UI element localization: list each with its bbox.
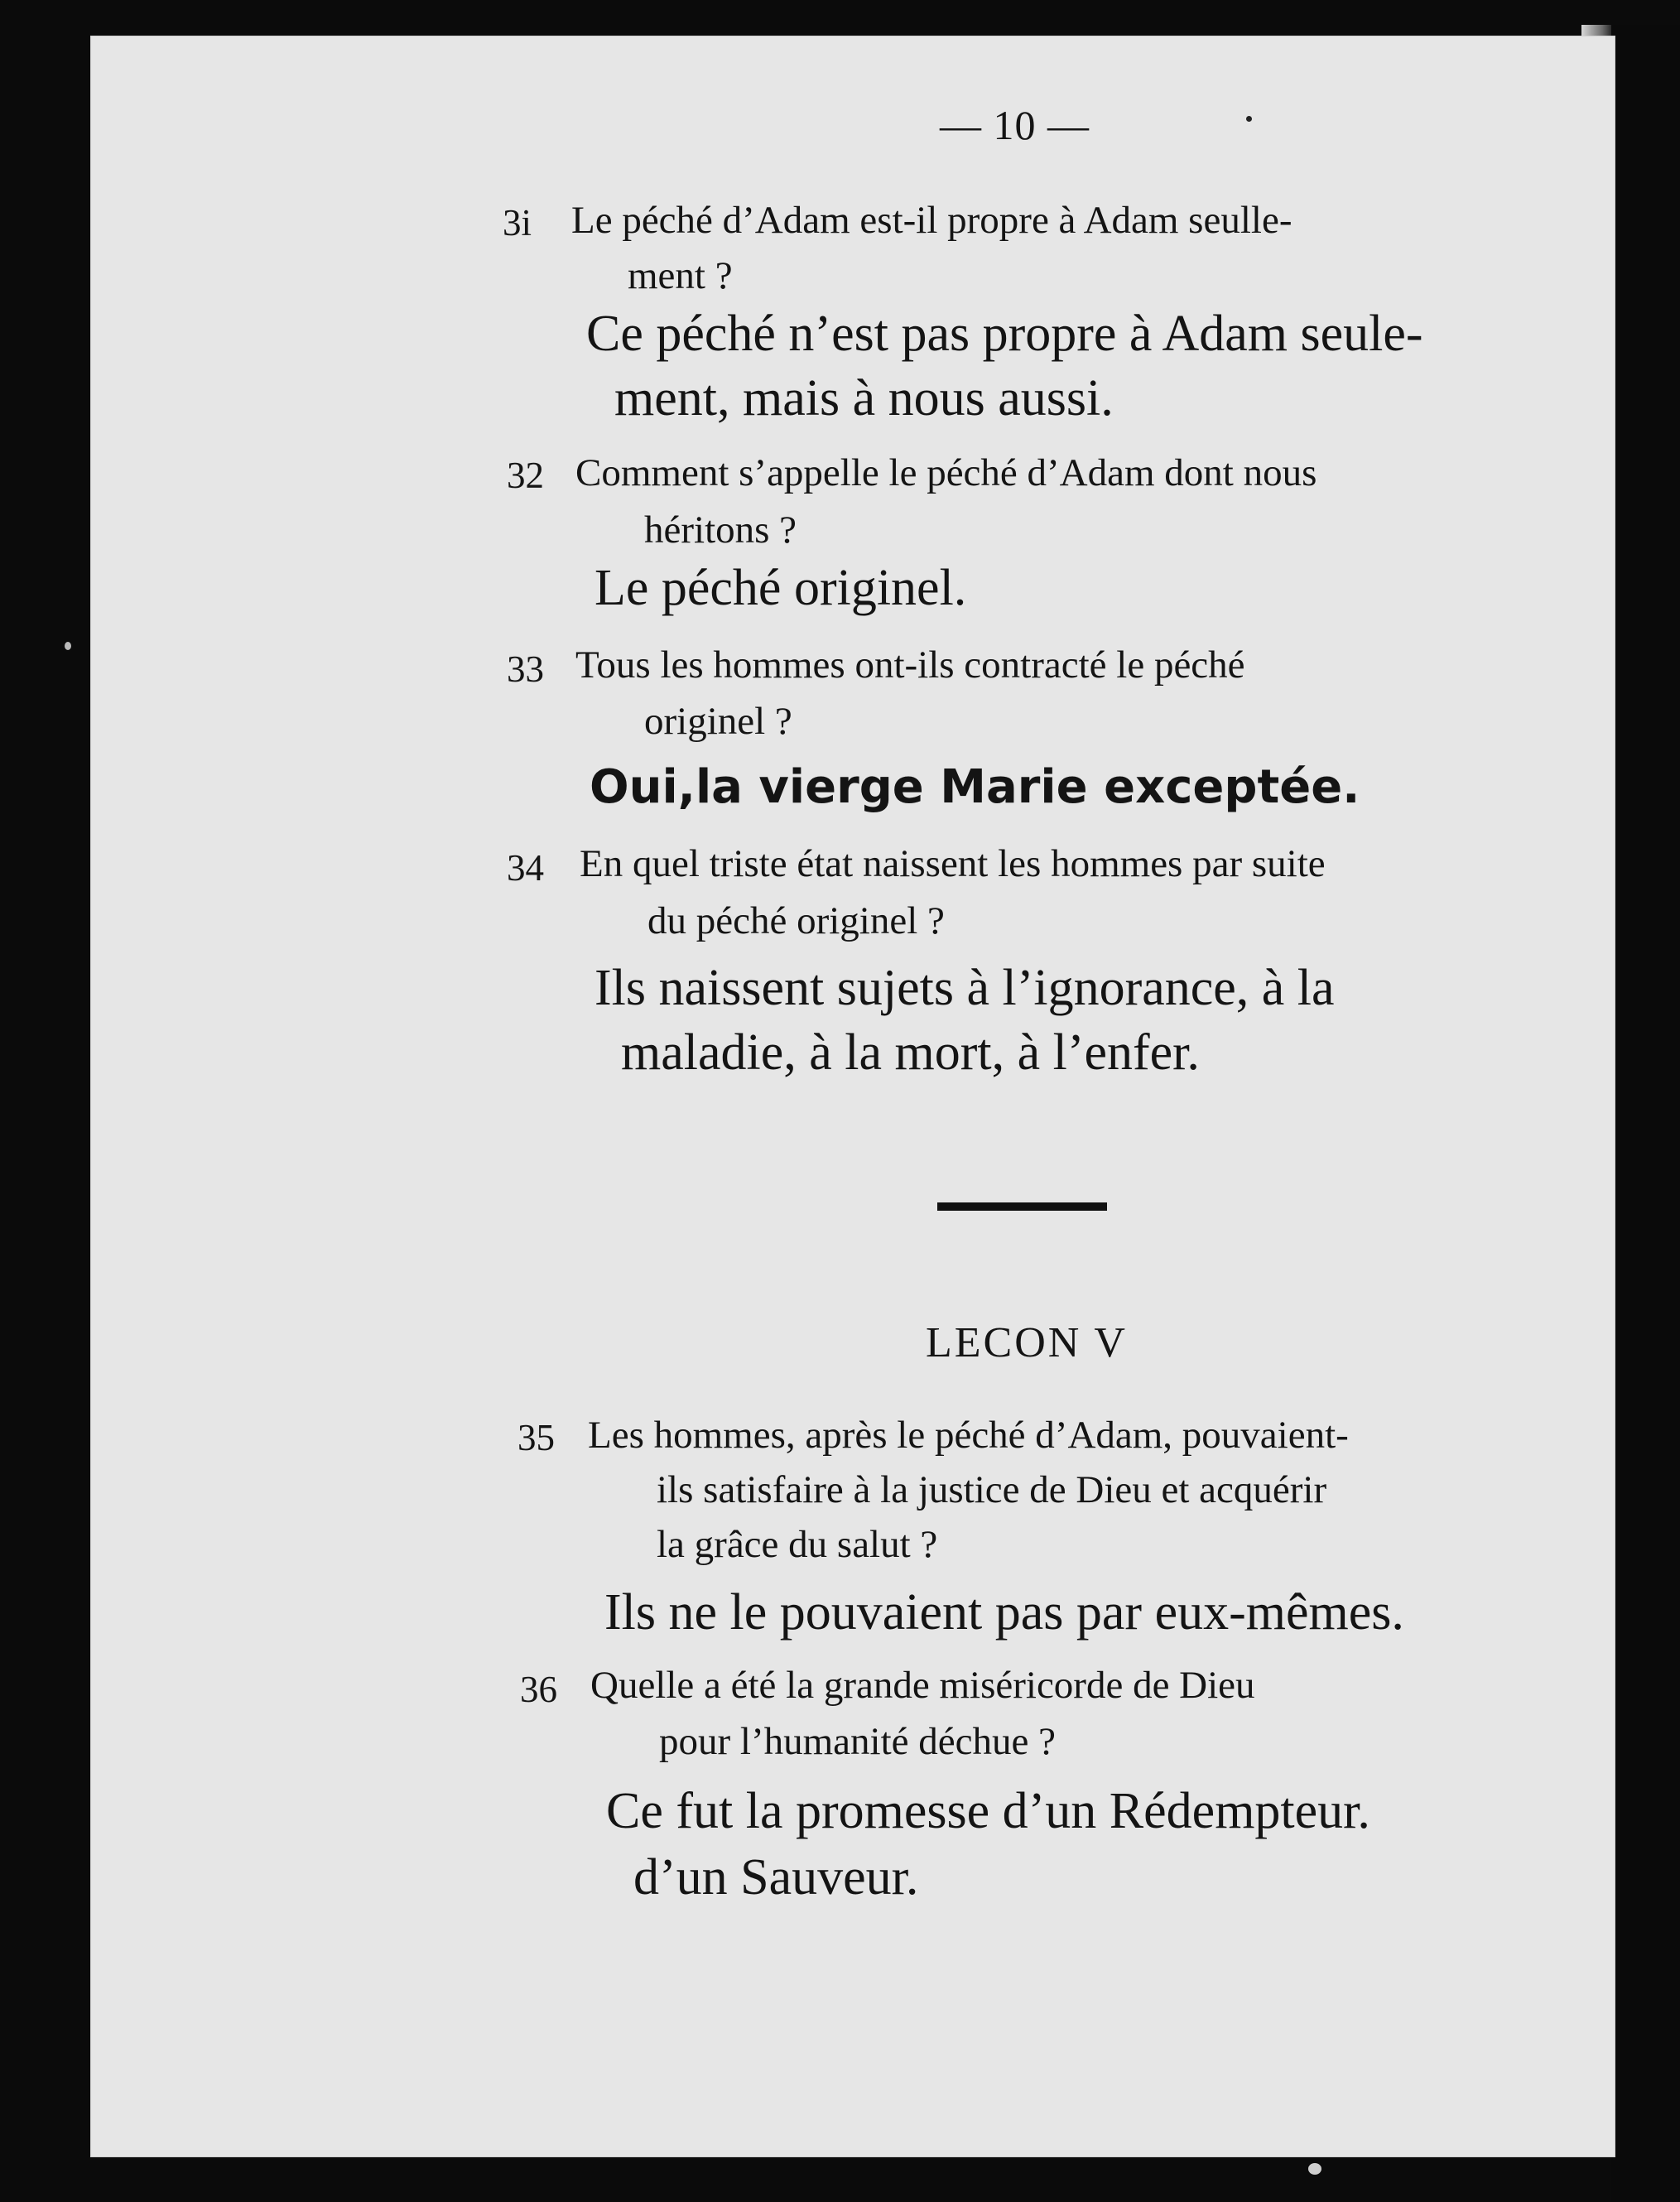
question-number: 32 xyxy=(507,455,544,496)
question-text-continued: ment ? xyxy=(628,254,733,297)
answer-text-continued: d’un Sauveur. xyxy=(633,1849,919,1906)
answer-text: Oui,la vierge Marie exceptée. xyxy=(590,760,1360,814)
question-text: Tous les hommes ont-ils contracté le péché xyxy=(575,643,1245,687)
answer-text: Ils ne le pouvaient pas par eux-mêmes. xyxy=(604,1584,1404,1641)
page-number: — 10 — xyxy=(940,102,1090,148)
question-text-continued: héritons ? xyxy=(644,508,797,552)
answer-text-continued: maladie, à la mort, à l’enfer. xyxy=(621,1024,1200,1081)
lesson-title: LECON V xyxy=(926,1319,1128,1366)
answer-text: Ce péché n’est pas propre à Adam seule- xyxy=(586,306,1423,362)
question-text: Quelle a été la grande miséricorde de Dieu xyxy=(590,1664,1255,1707)
question-number: 35 xyxy=(517,1417,555,1458)
answer-text-continued: ment, mais à nous aussi. xyxy=(614,370,1114,426)
question-number: 36 xyxy=(520,1669,557,1710)
question-text-continued: du péché originel ? xyxy=(647,899,945,942)
answer-text: Le péché originel. xyxy=(594,560,967,616)
scan-speck xyxy=(1308,2163,1321,2175)
question-number: 34 xyxy=(507,847,544,889)
question-text-continued: ils satisfaire à la justice de Dieu et acquérir xyxy=(657,1468,1327,1511)
scan-speck xyxy=(65,642,71,650)
scan-speck xyxy=(1246,116,1252,122)
scan-border-right xyxy=(1611,25,1680,2202)
question-text-continued: pour l’humanité déchue ? xyxy=(659,1720,1056,1763)
question-text: Le péché d’Adam est-il propre à Adam seulle- xyxy=(571,199,1292,242)
question-text: Les hommes, après le péché d’Adam, pouvaient- xyxy=(588,1414,1349,1457)
answer-text: Ils naissent sujets à l’ignorance, à la xyxy=(594,960,1335,1016)
question-text: Comment s’appelle le péché d’Adam dont nous xyxy=(575,451,1317,494)
question-text-continued: la grâce du salut ? xyxy=(657,1523,938,1566)
question-number: 33 xyxy=(507,648,544,690)
question-text-continued: originel ? xyxy=(644,700,792,743)
question-number: 3i xyxy=(503,202,532,243)
question-text: En quel triste état naissent les hommes par suite xyxy=(580,842,1326,885)
section-divider xyxy=(937,1202,1107,1211)
answer-text: Ce fut la promesse d’un Rédempteur. xyxy=(606,1783,1370,1839)
